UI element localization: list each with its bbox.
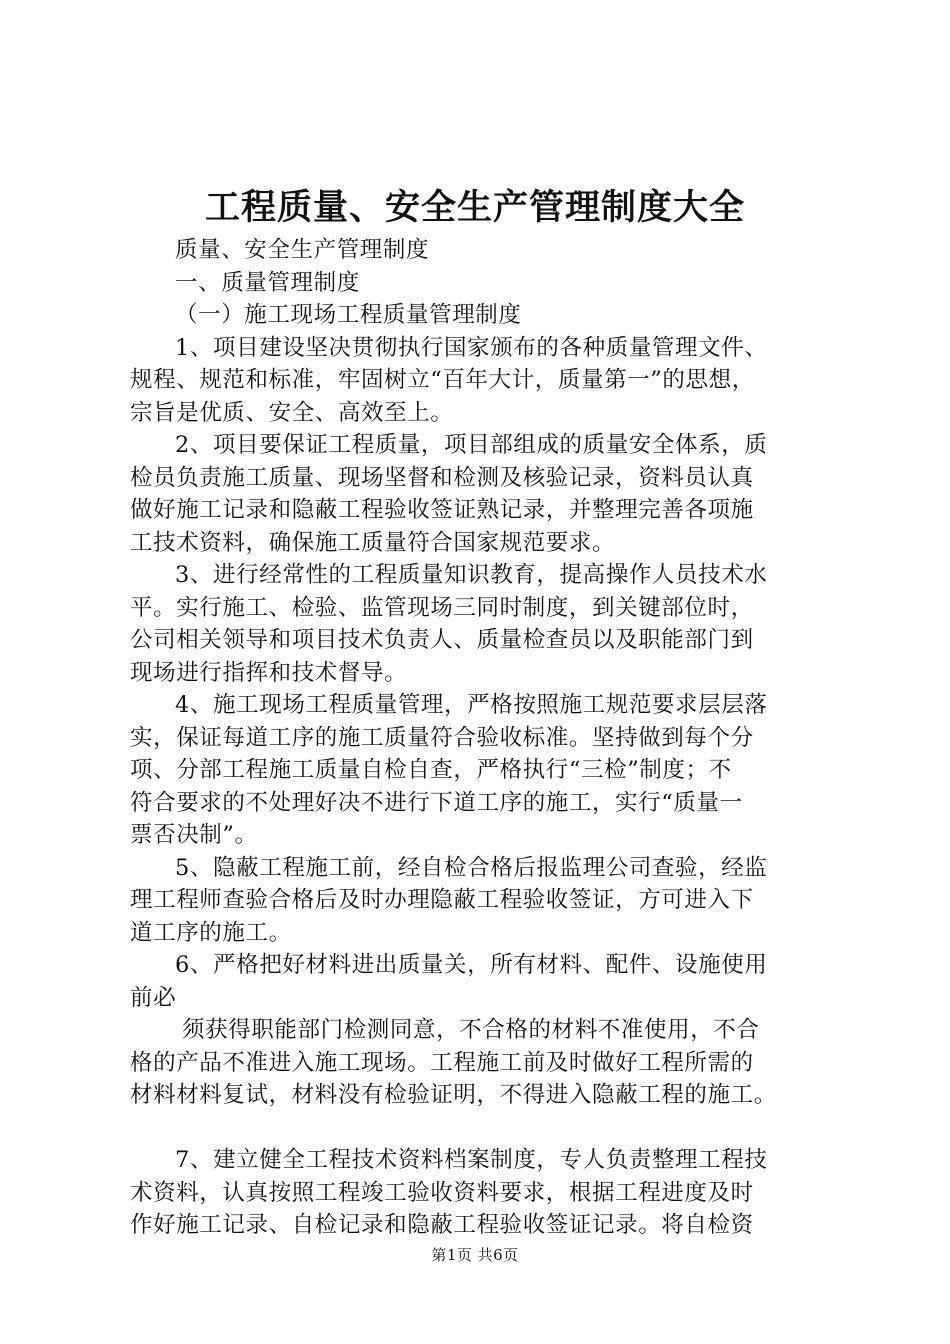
heading-line: 质量、安全生产管理制度	[175, 237, 430, 263]
document-title: 工程质量、安全生产管理制度大全	[204, 187, 745, 228]
paragraph-line: 检员负责施工质量、现场坚督和检测及核验记录，资料员认真	[130, 464, 754, 491]
paragraph-line: 道工序的施工。	[130, 919, 292, 946]
paragraph-line: 6、严格把好材料进出质量关，所有材料、配件、设施使用	[175, 952, 768, 978]
paragraph-line: 做好施工记录和隐蔽工程验收签证熟记录，并整理完善各项施	[130, 497, 754, 523]
paragraph-line: 符合要求的不处理好决不进行下道工序的施工，实行“质量一	[130, 789, 743, 816]
paragraph-line: 票否决制”。	[130, 822, 258, 848]
paragraph-line: 材料材料复试，材料没有检验证明，不得进入隐蔽工程的施工。	[130, 1082, 777, 1108]
page-footer: 第1页 共6页	[431, 1246, 519, 1264]
paragraph-line: 作好施工记录、自检记录和隐蔽工程验收签证记录。将自检资	[130, 1212, 754, 1238]
paragraph-line: 1、项目建设坚决贯彻执行国家颁布的各种质量管理文件、	[175, 334, 768, 361]
paragraph-line: 平。实行施工、检验、监管现场三同时制度，到关键部位时，	[130, 594, 754, 621]
document-body	[130, 234, 830, 1242]
paragraph-line: 规程、规范和标准，牢固树立“百年大计，质量第一”的思想，	[130, 367, 755, 393]
paragraph-line: 须获得职能部门检测同意，不合格的材料不准使用，不合	[182, 1017, 760, 1043]
paragraph-line: 实，保证每道工序的施工质量符合验收标准。坚持做到每个分	[130, 724, 754, 751]
paragraph-line: 7、建立健全工程技术资料档案制度，专人负责整理工程技	[175, 1147, 768, 1173]
paragraph-line: 2、项目要保证工程质量，项目部组成的质量安全体系，质	[175, 432, 768, 458]
blank-line	[130, 1112, 830, 1145]
paragraph-line: 工技术资料，确保施工质量符合国家规范要求。	[130, 529, 616, 556]
heading-line: （一）施工现场工程质量管理制度	[175, 302, 522, 328]
paragraph-line: 宗旨是优质、安全、高效至上。	[130, 399, 454, 426]
heading-line: 一、质量管理制度	[175, 269, 360, 296]
paragraph-line: 3、进行经常性的工程质量知识教育，提高操作人员技术水	[175, 562, 768, 588]
paragraph-line: 术资料，认真按照工程竣工验收资料要求，根据工程进度及时	[130, 1179, 754, 1206]
paragraph-line: 公司相关领导和项目技术负责人、质量检查员以及职能部门到	[130, 627, 754, 653]
paragraph-line: 5、隐蔽工程施工前，经自检合格后报监理公司查验，经监	[175, 854, 768, 881]
paragraph-line: 格的产品不准进入施工现场。工程施工前及时做好工程所需的	[130, 1049, 754, 1076]
paragraph-line: 理工程师查验合格后及时办理隐蔽工程验收签证，方可进入下	[130, 887, 754, 913]
paragraph-line: 4、施工现场工程质量管理，严格按照施工规范要求层层落	[175, 692, 768, 718]
paragraph-line: 前必	[130, 984, 177, 1011]
paragraph-line: 项、分部工程施工质量自检自查，严格执行“三检”制度；不	[130, 757, 732, 783]
paragraph-line: 现场进行指挥和技术督导。	[130, 659, 408, 686]
